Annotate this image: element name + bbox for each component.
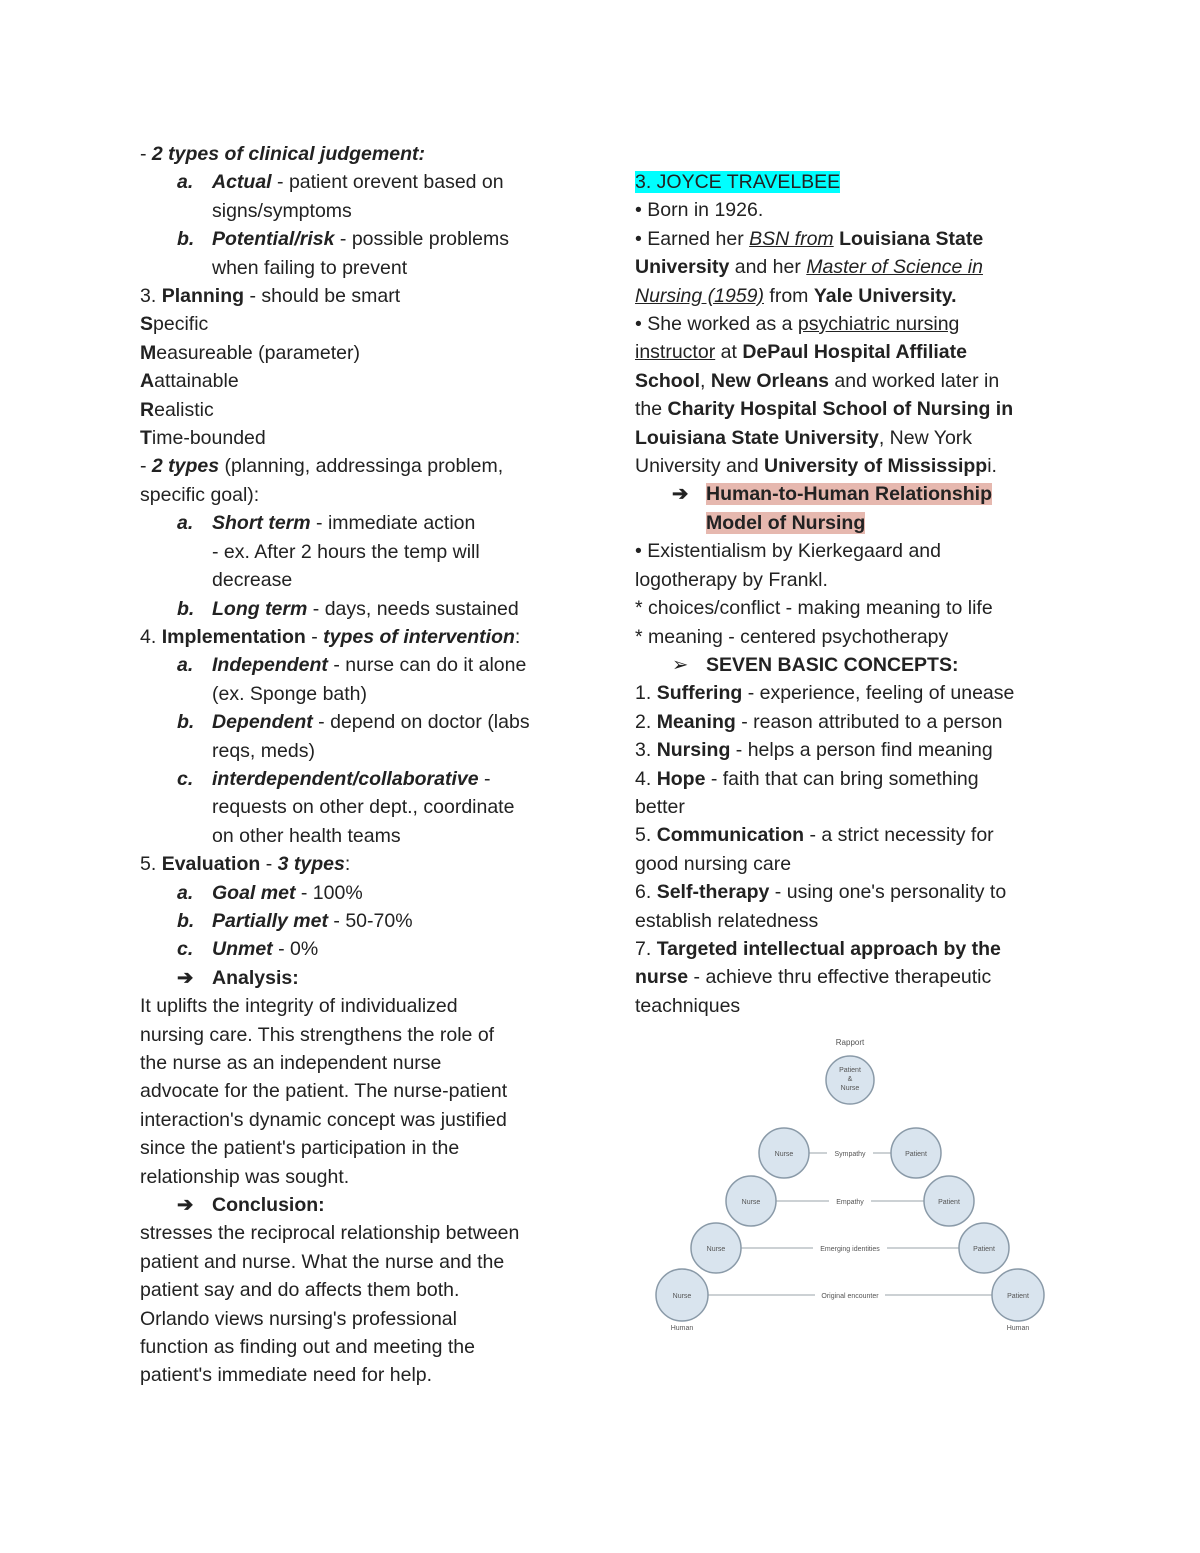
smart-item: Aattainable <box>140 370 239 393</box>
work-line: University and University of Mississippi. <box>635 455 997 478</box>
concept-item: 1. Suffering - experience, feeling of unease <box>635 682 1015 705</box>
link-label: Emerging identities <box>820 1246 880 1253</box>
list-item-cont: requests on other dept., coordinate <box>212 796 515 819</box>
paragraph-line: nursing care. This strengthens the role of <box>140 1023 495 1046</box>
list-item-cont: (ex. Sponge bath) <box>212 682 368 705</box>
note-line: * meaning - centered psychotherapy <box>635 625 949 648</box>
concept-item-cont: good nursing care <box>635 852 792 875</box>
smart-item: Measureable (parameter) <box>140 341 361 364</box>
education-line: • Earned her BSN from Louisiana State <box>635 227 984 250</box>
planning-types-cont: specific goal): <box>140 483 260 506</box>
model-heading: ➔ Human-to-Human Relationship <box>672 483 992 506</box>
work-line: • She worked as a psychiatric nursing <box>635 313 960 336</box>
smart-item: Realistic <box>140 398 214 421</box>
concept-item: 7. Targeted intellectual approach by the <box>635 937 1001 960</box>
existentialism-line: logotherapy by Frankl. <box>635 568 828 591</box>
note-line: * choices/conflict - making meaning to life <box>635 597 993 620</box>
node-label: & <box>847 1076 853 1083</box>
conclusion-heading: ➔ Conclusion: <box>177 1194 325 1217</box>
analysis-paragraph <box>140 992 580 1191</box>
paragraph-line: the nurse as an independent nurse <box>140 1052 442 1074</box>
list-item-cont: - ex. After 2 hours the temp will <box>212 540 480 563</box>
relationship-diagram <box>645 1030 1055 1340</box>
list-item: b. Long term - days, needs sustained <box>177 597 519 620</box>
paragraph-line: patient say and do affects them both. <box>140 1279 460 1302</box>
rapport-label: Rapport <box>835 1038 865 1047</box>
concept-item: 4. Hope - faith that can bring something <box>635 767 979 790</box>
list-item-cont: on other health teams <box>212 824 401 847</box>
existentialism-line: • Existentialism by Kierkegaard and <box>635 540 941 563</box>
link-label: Sympathy <box>834 1151 866 1158</box>
node-label: Nurse <box>840 1085 860 1092</box>
concept-item-cont: establish relatedness <box>635 909 819 932</box>
smart-list <box>140 310 580 452</box>
left-column <box>140 140 580 1390</box>
smart-item: Specific <box>140 313 209 336</box>
concept-item: 5. Communication - a strict necessity for <box>635 824 994 847</box>
model-heading-cont: Model of Nursing <box>706 511 866 534</box>
concept-item: 6. Self-therapy - using one's personality to <box>635 881 1007 904</box>
node-label: Patient <box>839 1067 861 1074</box>
node-label: Patient <box>973 1246 995 1253</box>
analysis-heading: ➔ Analysis: <box>177 966 299 989</box>
paragraph-line: interaction's dynamic concept was justified <box>140 1108 507 1131</box>
paragraph-line: patient's immediate need for help. <box>140 1364 433 1387</box>
node-label: Nurse <box>774 1151 794 1158</box>
work-line: instructor at DePaul Hospital Affiliate <box>635 341 967 364</box>
planning-types-line: - 2 types (planning, addressinga problem, <box>140 455 504 478</box>
section-heading: 3. JOYCE TRAVELBEE <box>635 171 841 193</box>
paragraph-line: patient and nurse. What the nurse and the <box>140 1250 505 1273</box>
work-line: the Charity Hospital School of Nursing in <box>635 398 1014 421</box>
human-label: Human <box>670 1325 694 1332</box>
concept-item: 2. Meaning - reason attributed to a person <box>635 710 1003 733</box>
paragraph-line: Orlando views nursing's professional <box>140 1307 457 1330</box>
list-item: b. Dependent - depend on doctor (labs <box>177 711 530 734</box>
list-item-cont: decrease <box>212 569 293 592</box>
right-column <box>635 168 1075 1020</box>
list-item-cont: reqs, meds) <box>212 739 315 762</box>
node-label: Patient <box>1007 1293 1029 1300</box>
clinical-judgement-heading: - 2 types of clinical judgement: <box>140 143 425 165</box>
evaluation-line: 5. Evaluation - 3 types: <box>140 853 351 876</box>
paragraph-line: It uplifts the integrity of individualized <box>140 995 458 1018</box>
list-item-cont: signs/symptoms <box>212 199 352 222</box>
work-line: School, New Orleans and worked later in <box>635 369 1000 392</box>
paragraph-line: stresses the reciprocal relationship between <box>140 1222 520 1245</box>
link-label: Original encounter <box>821 1293 879 1300</box>
node-label: Patient <box>938 1199 960 1206</box>
implementation-line: 4. Implementation - types of intervention: <box>140 625 521 648</box>
paragraph-line: since the patient's participation in the <box>140 1137 460 1160</box>
paragraph-line: advocate for the patient. The nurse-patient <box>140 1080 508 1103</box>
paragraph-line: function as finding out and meeting the <box>140 1336 475 1359</box>
list-item: b. Potential/risk - possible problems <box>177 228 509 251</box>
node-label: Nurse <box>706 1246 726 1253</box>
concept-item-cont: nurse - achieve thru effective therapeutic <box>635 966 992 989</box>
planning-line: 3. Planning - should be smart <box>140 285 401 308</box>
node-label: Patient <box>905 1151 927 1158</box>
list-item: a. Goal met - 100% <box>177 881 363 904</box>
concept-item-cont: better <box>635 795 685 818</box>
conclusion-paragraph <box>140 1219 580 1389</box>
node-label: Nurse <box>741 1199 761 1206</box>
concepts-heading: ➢ SEVEN BASIC CONCEPTS: <box>672 653 959 676</box>
list-item-cont: when failing to prevent <box>212 256 408 279</box>
node-label: Nurse <box>672 1293 692 1300</box>
list-item: a. Actual - patient orevent based on <box>177 171 504 194</box>
smart-item: Time-bounded <box>140 427 266 450</box>
education-line: University and her Master of Science in <box>635 256 983 279</box>
list-item: a. Short term - immediate action <box>177 512 476 535</box>
list-item: c. Unmet - 0% <box>177 938 319 961</box>
work-line: Louisiana State University, New York <box>635 426 973 449</box>
concept-item: 3. Nursing - helps a person find meaning <box>635 739 993 762</box>
list-item: a. Independent - nurse can do it alone <box>177 654 527 677</box>
list-item: c. interdependent/collaborative - <box>177 767 491 790</box>
concept-item-cont: teachniques <box>635 994 741 1017</box>
education-line: Nursing (1959) from Yale University. <box>635 284 957 307</box>
link-label: Empathy <box>836 1199 864 1206</box>
born-line: • Born in 1926. <box>635 199 764 222</box>
list-item: b. Partially met - 50-70% <box>177 909 413 932</box>
human-label: Human <box>1006 1325 1030 1332</box>
paragraph-line: relationship was sought. <box>140 1165 350 1188</box>
